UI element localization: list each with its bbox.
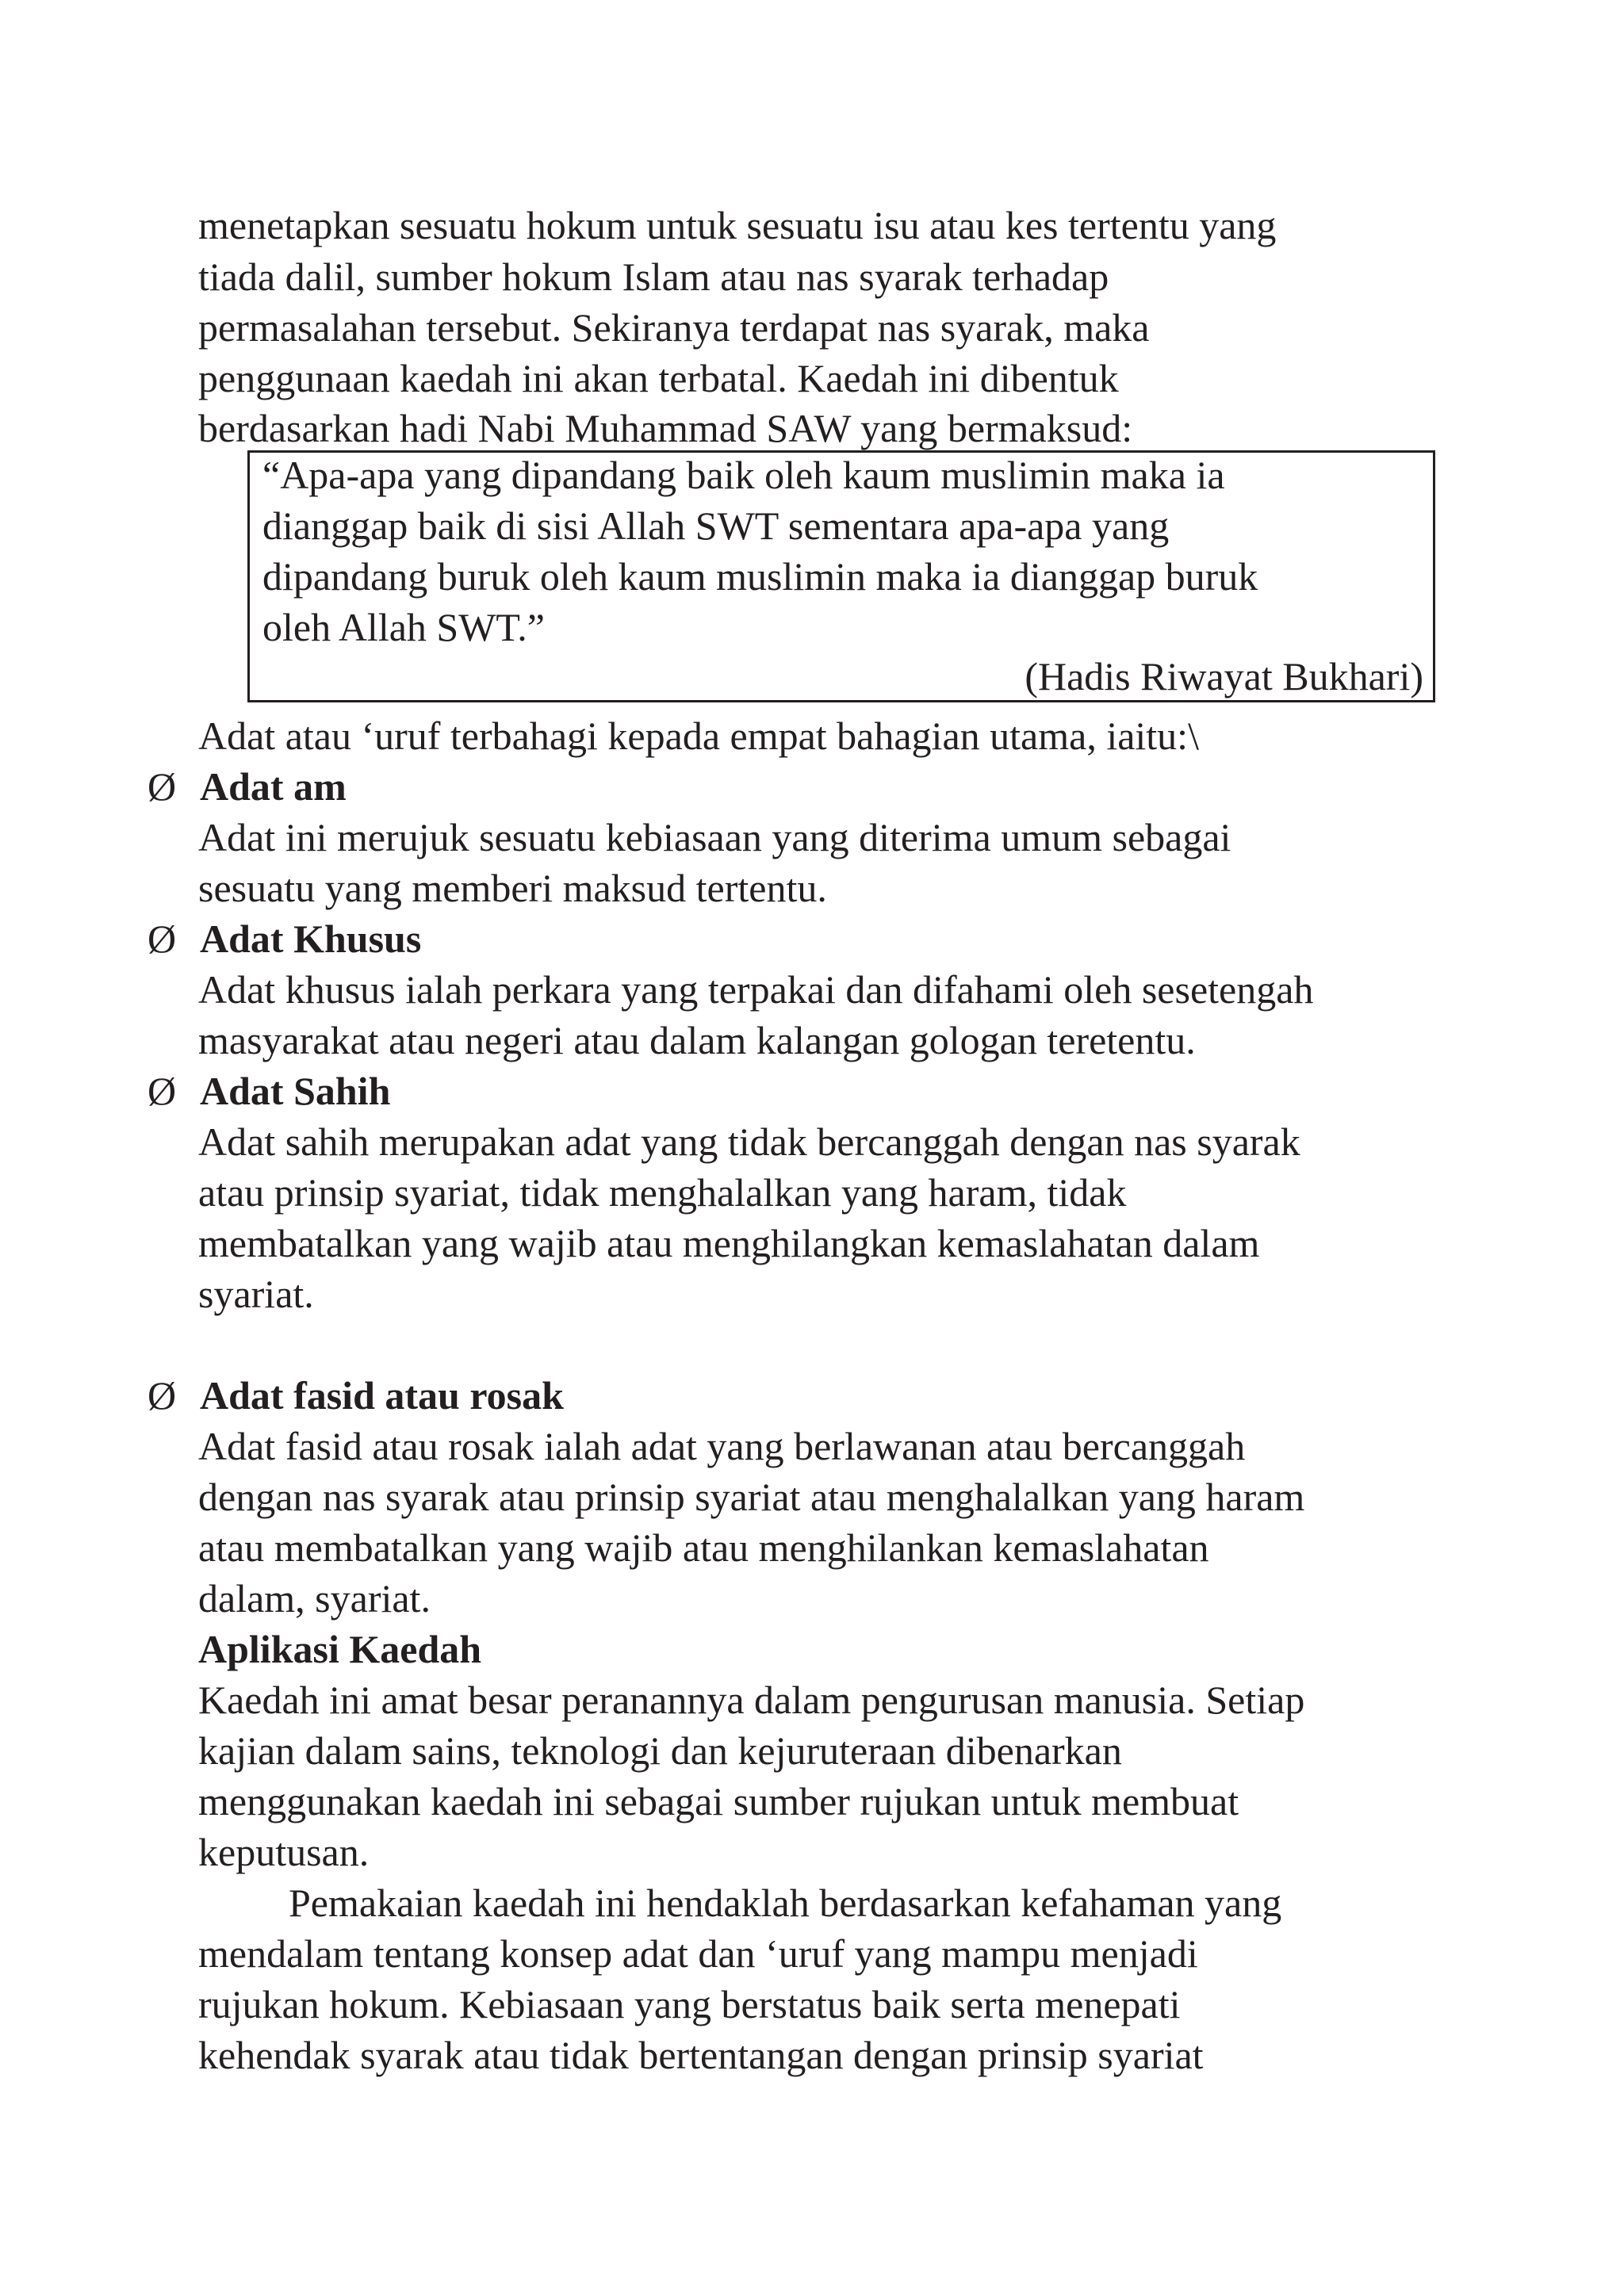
quote-line: dipandang buruk oleh kaum muslimin maka ia dianggap buruk xyxy=(262,554,1258,599)
section-title: Adat fasid atau rosak xyxy=(200,1373,564,1418)
intro-line: tiada dalil, sumber hokum Islam atau nas syarak terhadap xyxy=(198,254,1109,299)
section-body-line: masyarakat atau negeri atau dalam kalangan gologan teretentu. xyxy=(198,1018,1196,1062)
quote-line: “Apa-apa yang dipandang baik oleh kaum muslimin maka ia xyxy=(262,453,1225,497)
section-body-line: membatalkan yang wajib atau menghilangkan kemaslahatan dalam xyxy=(198,1221,1260,1265)
section-heading xyxy=(147,1066,390,1116)
section-body-line: atau prinsip syariat, tidak menghalalkan yang haram, tidak xyxy=(198,1170,1127,1215)
intro-line: menetapkan sesuatu hokum untuk sesuatu isu atau kes tertentu yang xyxy=(198,203,1277,247)
section-body-line: dalam, syariat. xyxy=(198,1576,431,1621)
quote-line: oleh Allah SWT.” xyxy=(262,605,545,649)
bullet-symbol: Ø xyxy=(147,916,177,961)
intro-line: penggunaan kaedah ini akan terbatal. Kaedah ini dibentuk xyxy=(198,356,1119,400)
section-heading xyxy=(147,761,347,812)
bullet-symbol: Ø xyxy=(147,764,177,809)
application-line: menggunakan kaedah ini sebagai sumber rujukan untuk membuat xyxy=(198,1779,1239,1823)
application-line: kajian dalam sains, teknologi dan kejuruteraan dibenarkan xyxy=(198,1728,1122,1773)
hadith-quote-box xyxy=(247,450,1435,702)
application-line: Pemakaian kaedah ini hendaklah berdasarkan kefahaman yang xyxy=(289,1881,1282,1925)
bullet-symbol: Ø xyxy=(147,1373,177,1418)
section-heading xyxy=(147,913,421,964)
application-line: Kaedah ini amat besar peranannya dalam pengurusan manusia. Setiap xyxy=(198,1678,1305,1722)
section-title: Adat Sahih xyxy=(200,1069,391,1113)
section-body-line: Adat khusus ialah perkara yang terpakai dan difahami oleh sesetengah xyxy=(198,967,1314,1012)
section-title: Adat am xyxy=(200,764,347,809)
quote-source: (Hadis Riwayat Bukhari) xyxy=(1025,654,1423,698)
intro-line: permasalahan tersebut. Sekiranya terdapat nas syarak, maka xyxy=(198,305,1150,350)
application-heading: Aplikasi Kaedah xyxy=(198,1627,482,1671)
division-intro: Adat atau ‘uruf terbahagi kepada empat bahagian utama, iaitu:\ xyxy=(198,714,1199,758)
intro-line: berdasarkan hadi Nabi Muhammad SAW yang bermaksud: xyxy=(198,406,1133,450)
section-body-line: dengan nas syarak atau prinsip syariat atau menghalalkan yang haram xyxy=(198,1475,1305,1519)
section-body-line: sesuatu yang memberi maksud tertentu. xyxy=(198,866,827,910)
section-body-line: Adat sahih merupakan adat yang tidak bercanggah dengan nas syarak xyxy=(198,1119,1300,1164)
section-title: Adat Khusus xyxy=(200,916,422,961)
quote-line: dianggap baik di sisi Allah SWT sementara apa-apa yang xyxy=(262,503,1170,548)
section-body-line: Adat fasid atau rosak ialah adat yang berlawanan atau bercanggah xyxy=(198,1424,1246,1468)
section-body-line: Adat ini merujuk sesuatu kebiasaan yang diterima umum sebagai xyxy=(198,815,1231,859)
section-heading xyxy=(147,1370,564,1421)
section-body-line: atau membatalkan yang wajib atau menghilankan kemaslahatan xyxy=(198,1525,1209,1570)
bullet-symbol: Ø xyxy=(147,1069,177,1113)
section-body-line: syariat. xyxy=(198,1272,314,1316)
application-line: keputusan. xyxy=(198,1830,370,1874)
application-line: mendalam tentang konsep adat dan ‘uruf yang mampu menjadi xyxy=(198,1931,1198,1976)
application-line: rujukan hokum. Kebiasaan yang berstatus baik serta menepati xyxy=(198,1982,1181,2026)
application-line: kehendak syarak atau tidak bertentangan dengan prinsip syariat xyxy=(198,2033,1204,2077)
